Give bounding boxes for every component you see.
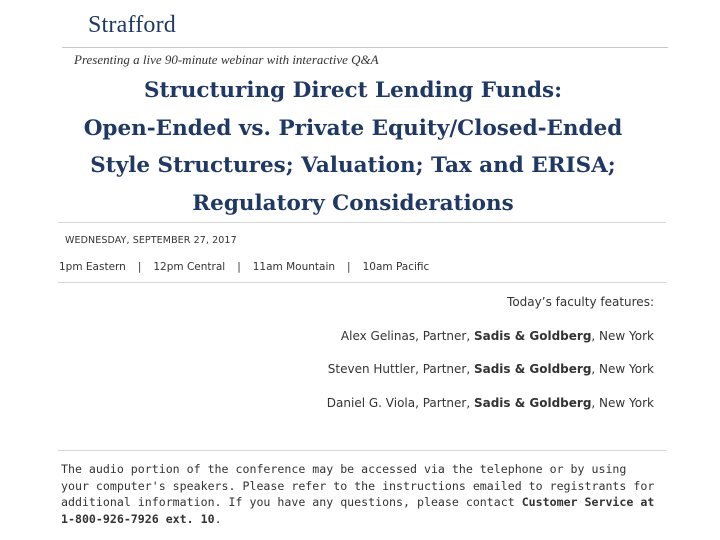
audio-instructions (61, 461, 661, 527)
time-separator: | (347, 261, 351, 273)
time-pacific: 10am Pacific (362, 261, 430, 273)
strafford-logo: Strafford (88, 12, 177, 38)
faculty-member (327, 329, 654, 363)
faculty-member (327, 396, 654, 430)
webinar-tagline: Presenting a live 90-minute webinar with interactive Q&A (74, 52, 379, 67)
footer-divider (58, 450, 666, 451)
faculty-name: Alex Gelinas, Partner, (340, 328, 474, 343)
webinar-date: WEDNESDAY, SEPTEMBER 27, 2017 (65, 235, 237, 246)
customer-service-contact: Customer Service at 1-800-926-7926 ext. 10 (61, 495, 655, 526)
faculty-name: Daniel G. Viola, Partner, (326, 395, 474, 410)
title-line: Structuring Direct Lending Funds: (143, 78, 563, 103)
faculty-list (327, 295, 654, 429)
title-line: Open-Ended vs. Private Equity/Closed-Ended (83, 115, 623, 141)
faculty-location: , New York (591, 395, 654, 410)
title-divider (58, 222, 666, 223)
webinar-times (59, 261, 429, 273)
faculty-location: , New York (591, 362, 654, 376)
faculty-firm: Sadis & Goldberg (473, 395, 592, 410)
time-separator: | (237, 261, 241, 273)
time-separator: | (137, 261, 142, 273)
faculty-firm: Sadis & Goldberg (473, 328, 592, 343)
faculty-name: Steven Huttler, Partner, (327, 362, 474, 376)
faculty-location: , New York (591, 328, 654, 343)
title-line: Style Structures; Valuation; Tax and ERISA; (90, 153, 616, 178)
faculty-member (327, 362, 654, 396)
header-divider (62, 47, 668, 48)
time-central: 12pm Central (153, 261, 226, 273)
title-line: Regulatory Considerations (192, 190, 514, 216)
webinar-title (40, 72, 666, 222)
schedule-divider (58, 282, 666, 283)
time-mountain: 11am Mountain (252, 261, 336, 273)
time-eastern: 1pm Eastern (59, 261, 126, 273)
footer-end: . (214, 511, 222, 526)
faculty-heading: Today’s faculty features: (507, 295, 654, 309)
footer-text: The audio portion of the conference may be accessed via the telephone or by using your computer's speakers. Please refer to the instructions emailed to registrants for additional information. If you have any questions, please contact (61, 462, 655, 509)
faculty-firm: Sadis & Goldberg (473, 362, 592, 376)
